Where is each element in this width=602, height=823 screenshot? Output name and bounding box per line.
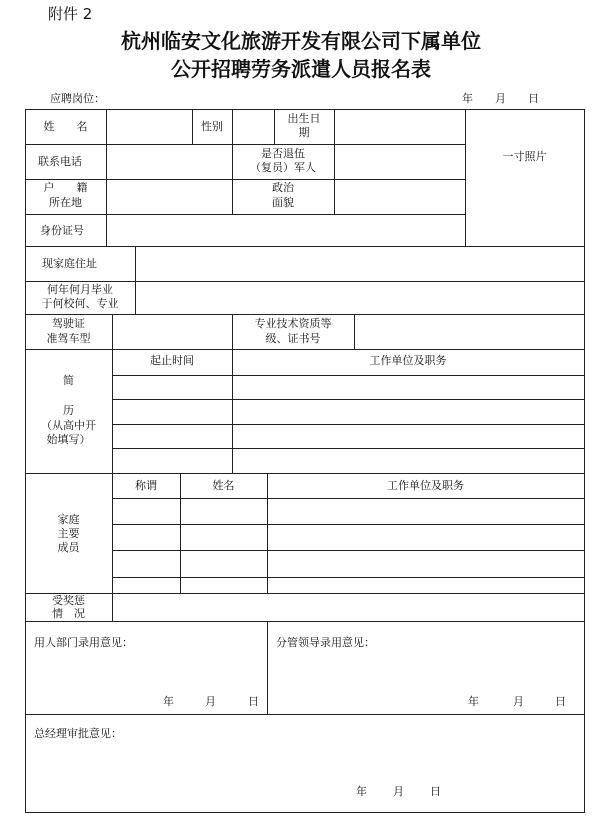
rule — [112, 524, 584, 525]
rule — [25, 281, 585, 282]
family-col-unit: 工作单位及职务 — [387, 479, 464, 492]
rule — [112, 375, 584, 376]
rule — [112, 448, 584, 449]
family-entry-3[interactable] — [114, 552, 583, 576]
name-input[interactable] — [108, 111, 191, 143]
rule — [25, 349, 585, 350]
qualification-label-1: 专业技术资质等 — [254, 317, 332, 330]
political-label-2: 面貌 — [272, 196, 294, 209]
gm-date-day: 日 — [430, 785, 441, 798]
family-label-1: 家庭 — [57, 513, 80, 526]
rule — [25, 621, 585, 622]
political-input[interactable] — [336, 181, 464, 213]
family-col-relation: 称谓 — [135, 479, 157, 492]
position-input[interactable] — [115, 90, 435, 106]
attachment-label: 附件 2 — [48, 5, 93, 23]
leader-opinion-label: 分管领导录用意见： — [276, 636, 375, 649]
gender-input[interactable] — [234, 111, 273, 143]
form-title-line2: 公开招聘劳务派遣人员报名表 — [171, 57, 431, 81]
rule — [112, 498, 584, 499]
family-label-3: 成员 — [57, 541, 80, 554]
rule — [135, 246, 136, 314]
photo-slot[interactable] — [467, 111, 583, 245]
hukou-label-1: 户 籍 — [43, 181, 88, 194]
rule — [106, 109, 107, 246]
veteran-label-1: 是否退伍 — [261, 147, 305, 160]
leader-date-year: 年 — [468, 695, 479, 708]
resume-col-period: 起止时间 — [150, 354, 194, 367]
resume-entry-1[interactable] — [114, 377, 583, 398]
license-label-1: 驾驶证 — [52, 317, 85, 330]
form-title-line1: 杭州临安文化旅游开发有限公司下属单位 — [121, 29, 481, 53]
qualification-input[interactable] — [356, 316, 583, 348]
rule — [334, 109, 335, 214]
family-col-name: 姓名 — [212, 479, 235, 492]
header-date-year: 年 — [462, 92, 473, 105]
gm-opinion-input[interactable] — [27, 744, 583, 780]
rule — [25, 246, 585, 247]
phone-input[interactable] — [108, 146, 231, 178]
resume-entry-2[interactable] — [114, 401, 583, 423]
family-entry-4[interactable] — [114, 579, 583, 592]
rule — [25, 214, 465, 215]
name-label: 姓 名 — [43, 120, 88, 133]
dept-date-day: 日 — [248, 695, 259, 708]
rule — [584, 109, 585, 812]
dept-opinion-input[interactable] — [27, 652, 265, 692]
hukou-label-2: 所在地 — [49, 196, 82, 209]
graduation-input[interactable] — [137, 283, 583, 313]
resume-col-unit: 工作单位及职务 — [369, 354, 447, 367]
gender-label: 性别 — [201, 120, 223, 133]
awards-label-1: 受奖惩 — [52, 594, 85, 607]
resume-label-4: 始填写） — [46, 433, 91, 446]
gm-date-month: 月 — [393, 785, 404, 798]
rule — [25, 314, 585, 315]
family-entry-1[interactable] — [114, 500, 583, 523]
dept-opinion-label: 用人部门录用意见： — [34, 636, 133, 649]
rule — [25, 812, 585, 813]
resume-entry-4[interactable] — [114, 450, 583, 472]
dept-date-year: 年 — [163, 695, 174, 708]
graduation-label-1: 何年何月毕业 — [47, 283, 113, 296]
rule — [25, 109, 585, 110]
political-label-1: 政治 — [272, 181, 294, 194]
resume-entry-3[interactable] — [114, 426, 583, 447]
graduation-label-2: 于何校何、专业 — [41, 297, 119, 310]
awards-label-2: 情 况 — [52, 607, 85, 620]
id-number-label: 身份证号 — [40, 224, 84, 237]
header-date-day: 日 — [528, 92, 539, 105]
leader-date-day: 日 — [555, 695, 566, 708]
hukou-input[interactable] — [108, 181, 231, 213]
license-input[interactable] — [114, 316, 231, 348]
resume-label-3: （从高中开 — [41, 419, 96, 432]
header-date-month: 月 — [495, 92, 506, 105]
rule — [112, 399, 584, 400]
rule — [25, 179, 465, 180]
address-label: 现家庭住址 — [42, 257, 97, 270]
address-input[interactable] — [137, 248, 583, 280]
birth-date-label-1: 出生日 — [287, 112, 321, 125]
birth-date-label-2: 期 — [298, 126, 310, 139]
rule — [25, 473, 585, 474]
rule — [25, 714, 585, 715]
leader-date-month: 月 — [513, 695, 524, 708]
resume-label-1: 简 — [63, 374, 74, 387]
resume-label-2: 历 — [63, 404, 74, 417]
id-number-input[interactable] — [108, 216, 464, 245]
rule — [112, 577, 584, 578]
leader-opinion-input[interactable] — [269, 652, 583, 692]
rule — [112, 593, 113, 621]
birth-date-input[interactable] — [336, 111, 464, 143]
family-entry-2[interactable] — [114, 526, 583, 549]
rule — [267, 621, 268, 714]
family-label-2: 主要 — [57, 527, 80, 540]
rule — [25, 144, 465, 145]
veteran-label-2: （复员）军人 — [250, 161, 316, 174]
gm-opinion-label: 总经理审批意见： — [34, 727, 122, 740]
veteran-input[interactable] — [336, 146, 464, 178]
rule — [112, 424, 584, 425]
rule — [112, 314, 113, 349]
gm-date-year: 年 — [356, 785, 367, 798]
photo-label: 一寸照片 — [502, 150, 547, 163]
rule — [354, 314, 355, 349]
qualification-label-2: 级、证书号 — [265, 332, 321, 345]
rule — [112, 550, 584, 551]
rule — [465, 109, 466, 246]
license-label-2: 准驾车型 — [46, 332, 91, 345]
awards-input[interactable] — [114, 595, 583, 620]
phone-label: 联系电话 — [38, 155, 82, 168]
dept-date-month: 月 — [205, 695, 216, 708]
position-label: 应聘岗位： — [50, 92, 105, 105]
